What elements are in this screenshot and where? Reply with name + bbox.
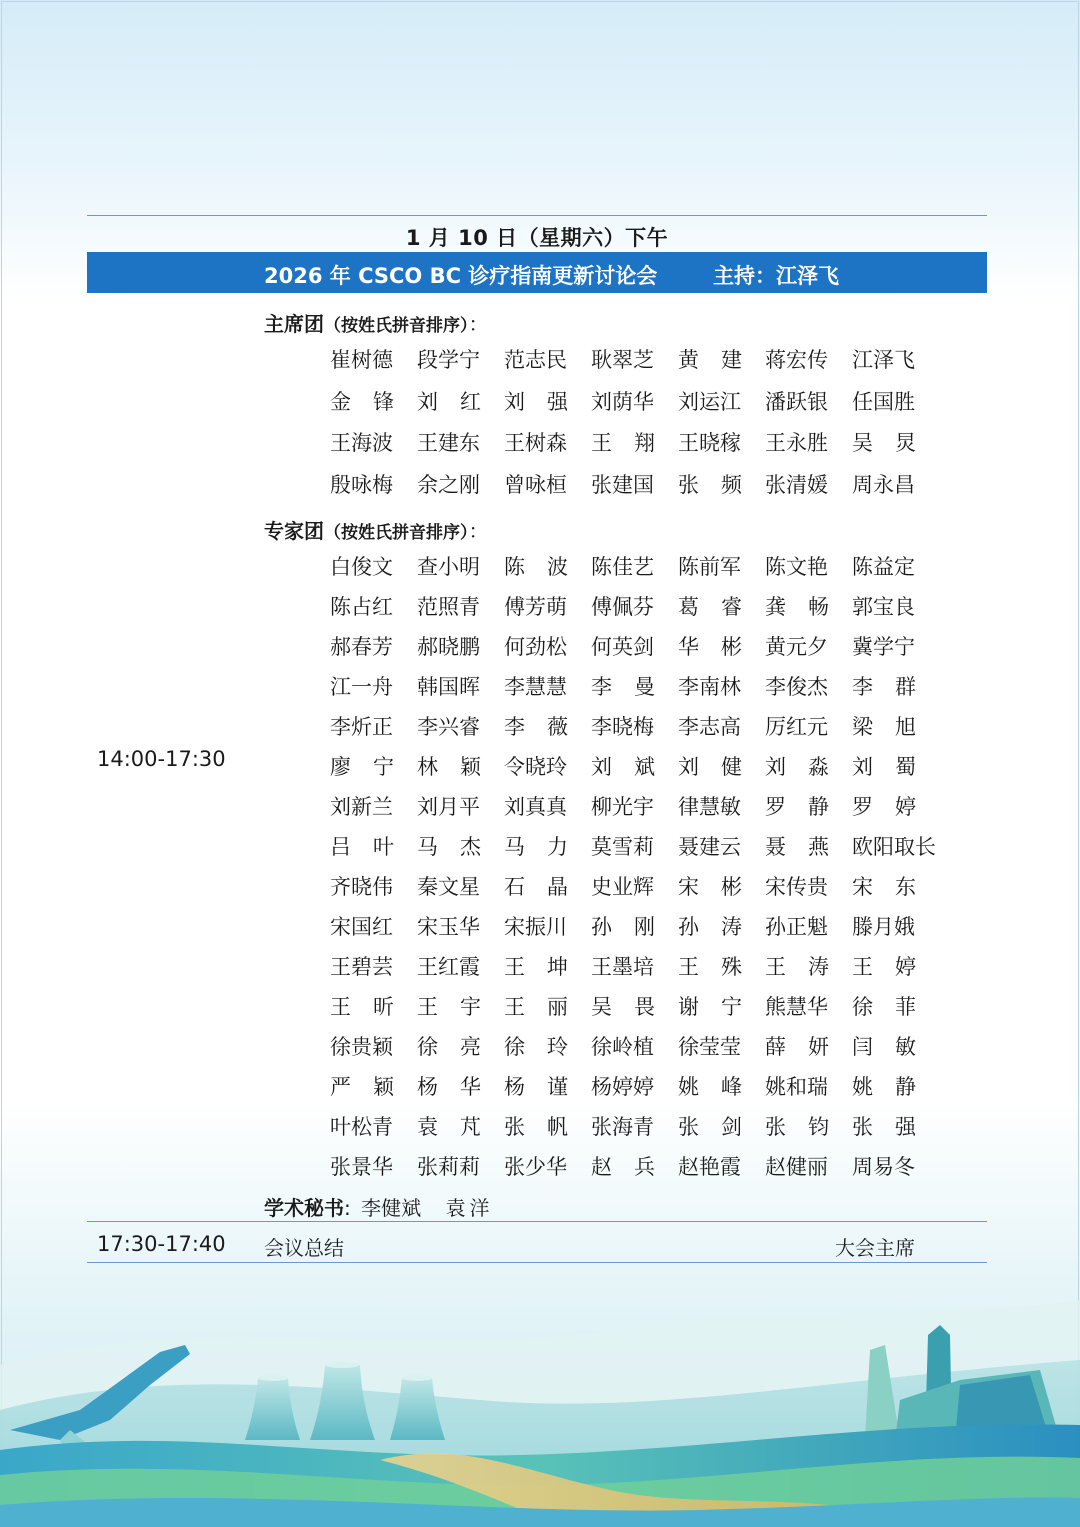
presidium-member: 王晓稼 (678, 431, 741, 455)
expert-member: 刘 蜀 (852, 755, 916, 779)
expert-member: 罗 婷 (852, 795, 916, 819)
landscape-decoration (0, 1290, 1080, 1527)
expert-member: 杨 谨 (504, 1075, 568, 1099)
expert-member: 郝晓鹏 (417, 635, 480, 659)
expert-member: 薛 妍 (765, 1035, 829, 1059)
expert-member: 廖 宁 (330, 755, 394, 779)
secretary-colon: : (344, 1196, 351, 1220)
expert-member: 吕 叶 (330, 835, 394, 859)
expert-member: 何英剑 (591, 635, 654, 659)
presidium-member: 任国胜 (852, 389, 915, 414)
expert-member: 王碧芸 (330, 955, 393, 979)
presidium-member: 王永胜 (765, 431, 828, 455)
expert-member: 王 涛 (765, 955, 829, 979)
expert-member: 陈佳艺 (591, 555, 654, 579)
session-title: 2026 年 CSCO BC 诊疗指南更新讨论会 (264, 264, 658, 288)
expert-member: 齐晓伟 (330, 875, 393, 899)
expert-member: 叶松青 (330, 1115, 393, 1139)
expert-member: 张 帆 (504, 1115, 568, 1139)
expert-member: 闫 敏 (852, 1035, 916, 1059)
expert-member: 陈益定 (852, 555, 915, 579)
expert-member: 龚 畅 (765, 595, 829, 619)
expert-member: 华 彬 (678, 635, 742, 659)
expert-member: 傅芳萌 (504, 595, 567, 619)
expert-member: 孙 刚 (591, 915, 655, 939)
summary-bottom-rule (87, 1262, 987, 1263)
expert-member: 傅佩芬 (591, 595, 654, 619)
expert-member: 张景华 (330, 1155, 393, 1179)
expert-member: 葛 睿 (678, 595, 742, 619)
expert-member: 宋 东 (852, 875, 916, 899)
presidium-member: 周永昌 (852, 472, 915, 497)
experts-name-list (330, 547, 940, 1187)
expert-member: 宋玉华 (417, 915, 480, 939)
expert-member: 何劲松 (504, 635, 567, 659)
presidium-member: 王树森 (504, 431, 567, 455)
expert-member: 孙 涛 (678, 915, 742, 939)
expert-member: 罗 静 (765, 795, 829, 819)
expert-member: 黄元夕 (765, 635, 828, 659)
expert-member: 欧阳取长 (852, 835, 936, 859)
secretary-name: 李健斌 (361, 1196, 422, 1220)
expert-member: 张少华 (504, 1155, 567, 1179)
expert-member: 厉红元 (765, 715, 828, 739)
expert-member: 徐莹莹 (678, 1035, 741, 1059)
expert-member: 韩国晖 (417, 675, 480, 699)
expert-member: 杨 华 (417, 1075, 481, 1099)
presidium-member: 刘 强 (504, 389, 568, 414)
expert-member: 聂建云 (678, 835, 741, 859)
expert-member: 李兴睿 (417, 715, 480, 739)
summary-time: 17:30-17:40 (97, 1232, 226, 1256)
expert-member: 李志高 (678, 715, 741, 739)
expert-member: 徐 亮 (417, 1035, 481, 1059)
expert-member: 王 婷 (852, 955, 916, 979)
secretary-label: 学术秘书 (264, 1196, 344, 1220)
expert-member: 张 强 (852, 1115, 916, 1139)
expert-member: 刘 斌 (591, 755, 655, 779)
expert-member: 孙正魁 (765, 915, 828, 939)
expert-member: 白俊文 (330, 555, 393, 579)
expert-member: 李俊杰 (765, 675, 828, 699)
expert-member: 宋国红 (330, 915, 393, 939)
expert-member: 王 昕 (330, 995, 394, 1019)
expert-member: 徐 玲 (504, 1035, 568, 1059)
expert-member: 宋振川 (504, 915, 567, 939)
session-time: 14:00-17:30 (97, 747, 226, 771)
expert-member: 江一舟 (330, 675, 393, 699)
expert-member: 律慧敏 (678, 795, 741, 819)
presidium-colon: ： (468, 312, 489, 336)
expert-member: 陈前军 (678, 555, 741, 579)
presidium-member: 耿翠芝 (591, 348, 654, 372)
expert-member: 姚和瑞 (765, 1075, 828, 1099)
expert-member: 李 薇 (504, 715, 568, 739)
expert-member: 陈文艳 (765, 555, 828, 579)
expert-member: 严 颖 (330, 1075, 394, 1099)
expert-member: 李慧慧 (504, 675, 567, 699)
expert-member: 刘新兰 (330, 795, 393, 819)
presidium-member: 曾咏桓 (504, 472, 567, 497)
expert-member: 袁 芃 (417, 1115, 481, 1139)
summary-speaker: 大会主席 (835, 1236, 915, 1260)
expert-member: 令晓玲 (504, 755, 567, 779)
expert-member: 李 群 (852, 675, 916, 699)
expert-member: 刘真真 (504, 795, 567, 819)
expert-member: 柳光宇 (591, 795, 654, 819)
presidium-member: 黄 建 (678, 348, 742, 372)
presidium-member: 王建东 (417, 431, 480, 455)
expert-member: 冀学宁 (852, 635, 915, 659)
expert-member: 滕月娥 (852, 915, 915, 939)
expert-member: 李南林 (678, 675, 741, 699)
top-rule (87, 215, 987, 216)
presidium-member: 段学宁 (417, 348, 480, 372)
expert-member: 王 坤 (504, 955, 568, 979)
session-host: 主持：江泽飞 (713, 264, 839, 288)
presidium-member: 吴 炅 (852, 431, 916, 455)
session-banner (87, 252, 987, 293)
presidium-member: 蒋宏传 (765, 348, 828, 372)
presidium-heading (264, 308, 489, 337)
expert-member: 张莉莉 (417, 1155, 480, 1179)
expert-member: 秦文星 (417, 875, 480, 899)
expert-member: 马 力 (504, 835, 568, 859)
presidium-member: 潘跃银 (765, 389, 828, 414)
expert-member: 刘 健 (678, 755, 742, 779)
expert-member: 张海青 (591, 1115, 654, 1139)
experts-colon: ： (468, 519, 489, 543)
expert-member: 聂 燕 (765, 835, 829, 859)
expert-member: 宋 彬 (678, 875, 742, 899)
presidium-member: 张建国 (591, 472, 654, 497)
expert-member: 郝春芳 (330, 635, 393, 659)
expert-member: 张 剑 (678, 1115, 742, 1139)
expert-member: 王墨培 (591, 955, 654, 979)
presidium-member: 殷咏梅 (330, 472, 393, 497)
expert-member: 赵艳霞 (678, 1155, 741, 1179)
summary-item: 会议总结 (264, 1236, 344, 1260)
secretary-name: 袁洋 (445, 1196, 494, 1220)
expert-member: 吴 畏 (591, 995, 655, 1019)
expert-member: 范照青 (417, 595, 480, 619)
expert-member: 徐 菲 (852, 995, 916, 1019)
experts-heading (264, 515, 489, 544)
expert-member: 史业辉 (591, 875, 654, 899)
presidium-member: 崔树德 (330, 348, 393, 372)
expert-member: 杨婷婷 (591, 1075, 654, 1099)
presidium-member: 范志民 (504, 348, 567, 372)
expert-member: 陈 波 (504, 555, 568, 579)
presidium-member: 余之刚 (417, 472, 480, 497)
presidium-member: 金 锋 (330, 389, 394, 414)
presidium-member: 王 翔 (591, 431, 655, 455)
expert-member: 刘月平 (417, 795, 480, 819)
expert-member: 马 杰 (417, 835, 481, 859)
expert-member: 谢 宁 (678, 995, 742, 1019)
expert-member: 莫雪莉 (591, 835, 654, 859)
expert-member: 徐岭植 (591, 1035, 654, 1059)
experts-label: 专家团 (264, 519, 324, 543)
expert-member: 周易冬 (852, 1155, 915, 1179)
presidium-member: 刘 红 (417, 389, 481, 414)
expert-member: 林 颖 (417, 755, 481, 779)
presidium-member: 张 频 (678, 472, 742, 497)
expert-member: 郭宝良 (852, 595, 915, 619)
presidium-sort-note: （按姓氏拼音排序） (324, 316, 469, 336)
presidium-member: 王海波 (330, 431, 393, 455)
presidium-member: 刘荫华 (591, 389, 654, 414)
academic-secretary (264, 1192, 493, 1221)
expert-member: 赵健丽 (765, 1155, 828, 1179)
expert-member: 姚 峰 (678, 1075, 742, 1099)
expert-member: 赵 兵 (591, 1155, 655, 1179)
expert-member: 王红霞 (417, 955, 480, 979)
presidium-member: 刘运江 (678, 389, 741, 414)
presidium-name-list (330, 340, 940, 506)
experts-sort-note: （按姓氏拼音排序） (324, 523, 469, 543)
expert-member: 刘 淼 (765, 755, 829, 779)
expert-member: 梁 旭 (852, 715, 916, 739)
expert-member: 张 钧 (765, 1115, 829, 1139)
expert-member: 李炘正 (330, 715, 393, 739)
summary-top-rule (87, 1221, 987, 1222)
expert-member: 熊慧华 (765, 995, 828, 1019)
presidium-label: 主席团 (264, 312, 324, 336)
expert-member: 王 丽 (504, 995, 568, 1019)
expert-member: 宋传贵 (765, 875, 828, 899)
expert-member: 石 晶 (504, 875, 568, 899)
presidium-member: 江泽飞 (852, 348, 915, 372)
expert-member: 李 曼 (591, 675, 655, 699)
expert-member: 陈占红 (330, 595, 393, 619)
expert-member: 徐贵颖 (330, 1035, 393, 1059)
expert-member: 王 宇 (417, 995, 481, 1019)
expert-member: 王 殊 (678, 955, 742, 979)
presidium-member: 张清媛 (765, 472, 828, 497)
expert-member: 查小明 (417, 555, 480, 579)
expert-member: 姚 静 (852, 1075, 916, 1099)
session-date: 1 月 10 日（星期六）下午 (405, 226, 669, 250)
expert-member: 李晓梅 (591, 715, 654, 739)
